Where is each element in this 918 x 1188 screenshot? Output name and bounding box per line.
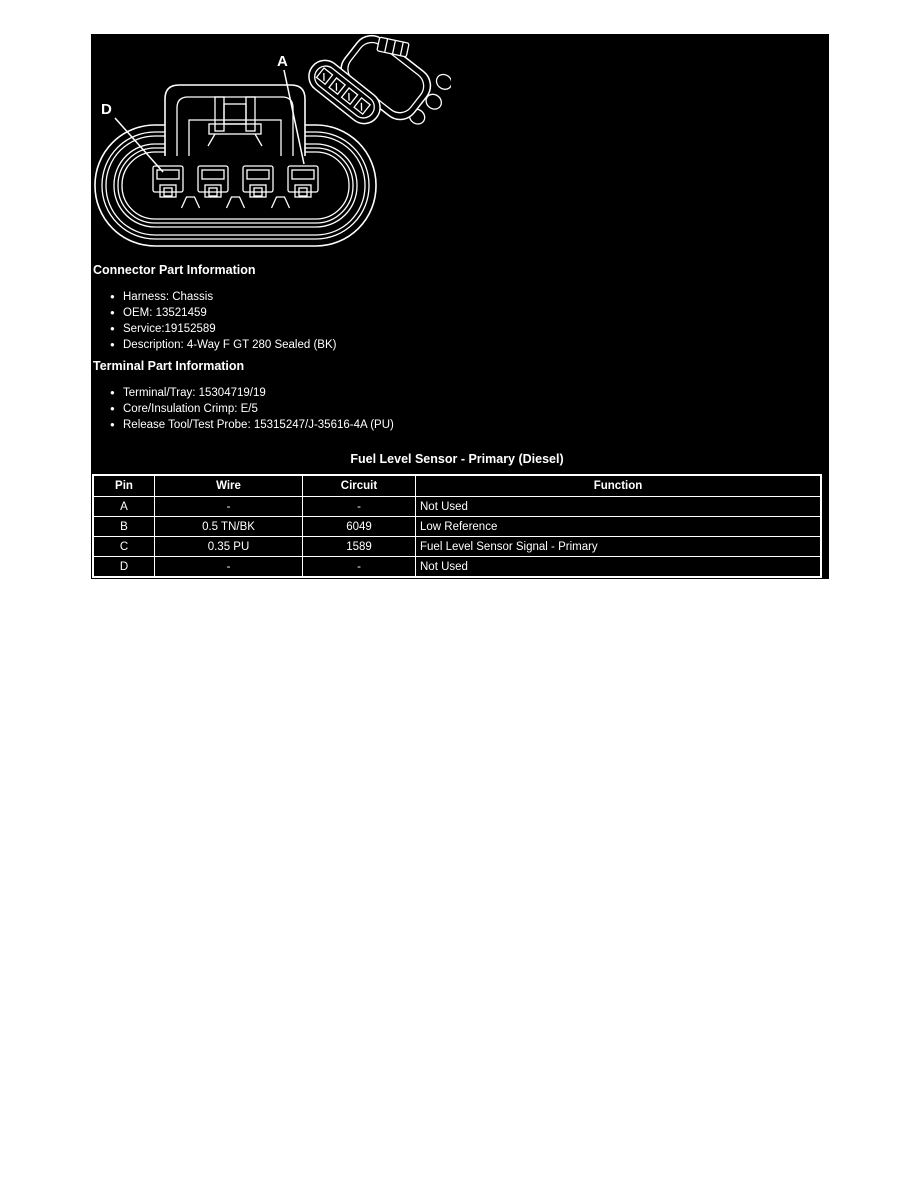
- cell-wire: -: [155, 497, 303, 517]
- connector-info-panel: [91, 34, 829, 579]
- cell-wire: 0.5 TN/BK: [155, 517, 303, 537]
- cell-pin: C: [93, 537, 155, 557]
- connector-3d-view: [302, 34, 451, 130]
- list-item-text: Terminal/Tray: 15304719/19: [123, 387, 266, 399]
- table-row-pin-b: [93, 517, 821, 537]
- column-header-function: Function: [416, 475, 822, 497]
- list-item: [110, 401, 394, 417]
- cell-circuit: 6049: [303, 517, 416, 537]
- list-item: [110, 305, 336, 321]
- cell-function: Not Used: [416, 557, 822, 578]
- bullet-icon: ●: [110, 404, 115, 413]
- cell-wire: -: [155, 557, 303, 578]
- table-row-pin-c: [93, 537, 821, 557]
- list-item-text: Release Tool/Test Probe: 15315247/J-35616-4A (PU): [123, 419, 394, 431]
- list-item: [110, 321, 336, 337]
- terminal-b: [243, 166, 273, 197]
- list-item: [110, 289, 336, 305]
- table-row-pin-a: [93, 497, 821, 517]
- cell-pin: A: [93, 497, 155, 517]
- leader-line-d: [115, 118, 163, 172]
- bullet-icon: ●: [110, 324, 115, 333]
- cell-circuit: -: [303, 497, 416, 517]
- connector-part-information-heading: Connector Part Information: [93, 263, 256, 277]
- list-item-text: OEM: 13521459: [123, 307, 207, 319]
- pin-label-d: D: [101, 101, 112, 118]
- column-header-pin: Pin: [93, 475, 155, 497]
- table-row-pin-d: [93, 557, 821, 578]
- cell-circuit: -: [303, 557, 416, 578]
- list-item: [110, 417, 394, 433]
- list-item: [110, 337, 336, 353]
- terminal-c: [198, 166, 228, 197]
- cell-wire: 0.35 PU: [155, 537, 303, 557]
- connector-part-information-list: [110, 289, 336, 353]
- bullet-icon: ●: [110, 292, 115, 301]
- list-item-text: Core/Insulation Crimp: E/5: [123, 403, 258, 415]
- bullet-icon: ●: [110, 388, 115, 397]
- cell-function: Fuel Level Sensor Signal - Primary: [416, 537, 822, 557]
- keying-bump: [227, 197, 245, 208]
- connector-diagram-svg: [91, 34, 451, 254]
- cell-function: Low Reference: [416, 517, 822, 537]
- pinout-table-title: Fuel Level Sensor - Primary (Diesel): [350, 452, 564, 466]
- list-item-text: Harness: Chassis: [123, 291, 214, 303]
- list-item-text: Description: 4-Way F GT 280 Sealed (BK): [123, 339, 337, 351]
- bullet-icon: ●: [110, 340, 115, 349]
- terminal-part-information-heading: Terminal Part Information: [93, 359, 245, 373]
- keying-bump: [272, 197, 290, 208]
- connector-diagram: [91, 34, 451, 254]
- table-header-row: [93, 475, 821, 497]
- cell-pin: D: [93, 557, 155, 578]
- terminal-a: [288, 166, 318, 197]
- cell-function: Not Used: [416, 497, 822, 517]
- pin-label-a: A: [277, 53, 288, 70]
- terminal-part-information-list: [110, 385, 394, 433]
- bullet-icon: ●: [110, 420, 115, 429]
- list-item: [110, 385, 394, 401]
- list-item-text: Service:19152589: [123, 323, 216, 335]
- keying-bump: [182, 197, 200, 208]
- column-header-circuit: Circuit: [303, 475, 416, 497]
- column-header-wire: Wire: [155, 475, 303, 497]
- pinout-table: [92, 474, 822, 578]
- bullet-icon: ●: [110, 308, 115, 317]
- terminal-d: [153, 166, 183, 197]
- cell-circuit: 1589: [303, 537, 416, 557]
- cell-pin: B: [93, 517, 155, 537]
